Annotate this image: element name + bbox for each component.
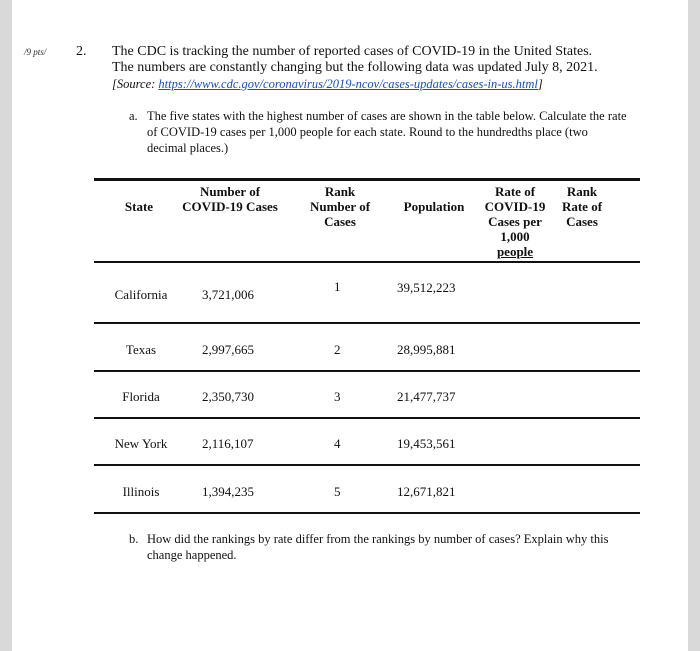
row-divider [94,370,640,372]
cell-cases: 1,394,235 [202,484,254,499]
cell-cases: 2,350,730 [202,389,254,404]
header-rank-rate: Rank Rate of Cases [561,184,603,229]
cell-state: New York [114,436,168,451]
cell-rank: 4 [334,436,341,451]
row-divider [94,417,640,419]
part-b-label: b. [129,532,139,546]
worksheet-page [12,0,688,651]
cell-rank: 1 [334,279,341,294]
cell-rank: 3 [334,389,341,404]
cell-cases: 3,721,006 [202,287,254,302]
source-prefix: [Source: [112,77,159,91]
header-cases: Number of COVID-19 Cases [182,184,278,214]
part-a-label: a. [129,109,138,123]
intro-line-1: The CDC is tracking the number of reported cases of COVID-19 in the United States. [112,44,593,59]
table-bottom-rule [94,512,640,514]
cell-population: 21,477,737 [397,389,456,404]
cell-population: 28,995,881 [397,342,456,357]
header-rate: Rate of COVID-19 Cases per 1,000 people [484,184,546,259]
question-number: 2. [76,44,87,59]
header-population: Population [403,199,465,214]
row-divider [94,322,640,324]
part-b [129,531,629,563]
part-a-text: The five states with the highest number of cases are shown in the table below. Calculate the rate of COVID-19 cases per 1,000 people for each state. Round to the hundredths place (two decimal places.) [147,109,627,155]
question-intro [112,44,682,92]
part-a [129,108,629,156]
cell-cases: 2,116,107 [202,436,254,451]
cell-rank: 5 [334,484,341,499]
table-top-rule [94,178,640,181]
cell-state: Texas [125,342,157,357]
cell-state: Illinois [122,484,160,499]
header-rule [94,261,640,263]
header-rank-cases: Rank Number of Cases [309,184,371,229]
header-state: State [124,199,154,214]
source-link[interactable]: https://www.cdc.gov/coronavirus/2019-ncov/cases-updates/cases-in-us.html [158,77,538,91]
row-divider [94,464,640,466]
cell-cases: 2,997,665 [202,342,254,357]
part-b-text: How did the rankings by rate differ from the rankings by number of cases? Explain why this change happened. [147,532,609,562]
cell-state: Florida [122,389,160,404]
cell-state: California [114,287,168,302]
source-suffix: ] [537,77,543,91]
cell-rank: 2 [334,342,341,357]
source-citation [112,76,682,92]
points-label: /9 pts/ [24,47,47,57]
cell-population: 39,512,223 [397,280,456,295]
cell-population: 19,453,561 [397,436,456,451]
cell-population: 12,671,821 [397,484,456,499]
intro-line-2: The numbers are constantly changing but the following data was updated July 8, 2021. [112,60,598,75]
